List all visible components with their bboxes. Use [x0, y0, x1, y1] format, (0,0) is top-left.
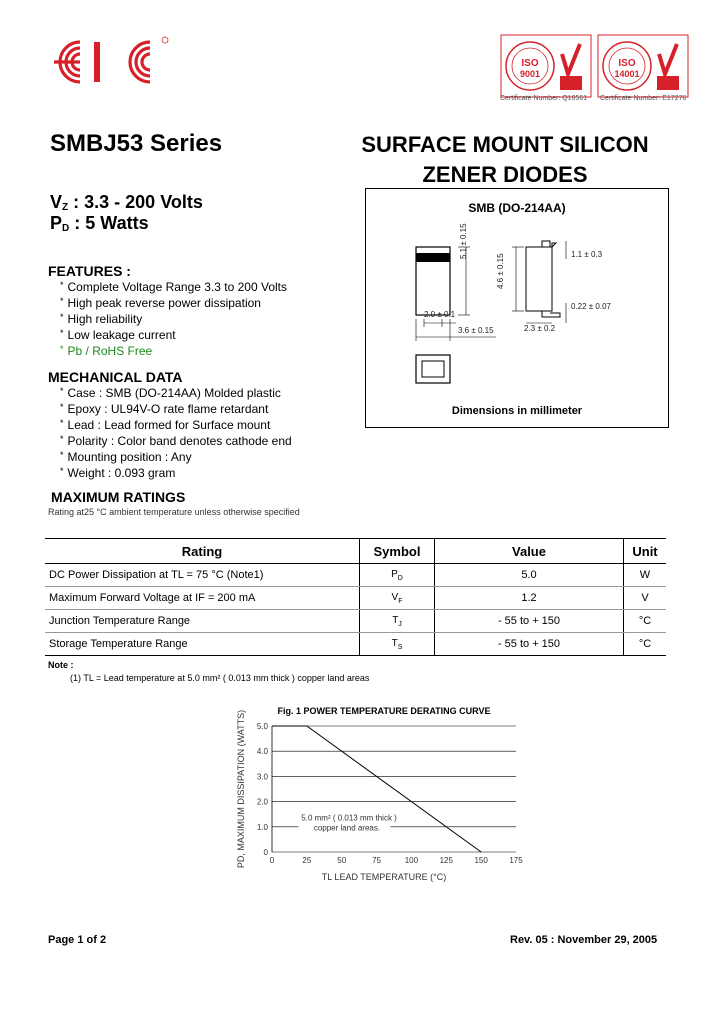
list-item: * High reliability	[60, 312, 287, 328]
list-item: * Pb / RoHS Free	[60, 344, 287, 360]
list-item: * High peak reverse power dissipation	[60, 296, 287, 312]
cert-number-2: Certificate Number: E17276	[600, 95, 687, 102]
symbol-cell: $T_J$	[360, 610, 435, 633]
package-drawing	[366, 219, 668, 399]
y-tick-label: 2.0	[256, 797, 268, 807]
list-item: * Case : SMB (DO-214AA) Molded plastic	[60, 386, 292, 402]
y-tick-label: 5.0	[256, 722, 268, 731]
unit-cell: V	[624, 587, 667, 610]
x-tick-label: 125	[439, 856, 453, 865]
svg-text:ISO: ISO	[618, 58, 636, 69]
ratings-heading: MAXIMUM RATINGS	[51, 489, 186, 505]
dim-depth: 2.3 ± 0.2	[524, 324, 556, 333]
list-item: * Epoxy : UL94V-O rate flame retardant	[60, 402, 292, 418]
y-tick-label: 4.0	[256, 747, 268, 757]
svg-text:14001: 14001	[614, 69, 640, 79]
list-item: * Lead : Lead formed for Surface mount	[60, 418, 292, 434]
y-axis-label: PD, MAXIMUM DISSIPATION (WATTS)	[236, 709, 246, 869]
table-row	[45, 633, 666, 656]
series-title: SMBJ53 Series	[50, 130, 223, 157]
eic-logo	[40, 34, 190, 90]
y-tick-label: 3.0	[256, 772, 268, 782]
value-cell: - 55 to + 150	[435, 610, 624, 633]
mechanical-heading: MECHANICAL DATA	[48, 369, 183, 385]
svg-text:ISO: ISO	[521, 58, 539, 69]
table-row	[45, 587, 666, 610]
chart-title: Fig. 1 POWER TEMPERATURE DERATING CURVE	[277, 706, 491, 716]
x-tick-label: 150	[474, 856, 488, 865]
column-header-unit: Unit	[624, 539, 667, 564]
revision-date: Rev. 05 : November 29, 2005	[510, 934, 658, 946]
title-line-2: ZENER DIODES	[422, 162, 588, 187]
symbol-cell: $P_D$	[360, 564, 435, 587]
dim-body-width: 2.0 ± 0.1	[424, 310, 456, 319]
dim-lead-height: 4.6 ± 0.15	[496, 253, 505, 289]
list-item: * Mounting position : Any	[60, 450, 292, 466]
unit-cell: W	[624, 564, 667, 587]
derating-chart	[200, 700, 540, 890]
x-tick-label: 0	[269, 856, 275, 865]
product-title	[330, 130, 680, 190]
symbol-cell: $V_F$	[360, 587, 435, 610]
value-cell: 1.2	[435, 587, 624, 610]
x-tick-label: 50	[337, 856, 347, 865]
x-tick-label: 175	[509, 856, 523, 865]
list-item: * Complete Voltage Range 3.3 to 200 Volts	[60, 280, 287, 296]
table-row	[45, 564, 666, 587]
rating-cell: DC Power Dissipation at TL = 75 °C (Note1)	[45, 564, 360, 587]
ratings-condition: Rating at25 °C ambient temperature unless otherwise specified	[48, 507, 300, 517]
symbol-cell: $T_S$	[360, 633, 435, 656]
ratings-table	[45, 538, 666, 656]
package-caption: Dimensions in millimeter	[451, 405, 583, 417]
unit-cell: °C	[624, 633, 667, 656]
table-row	[45, 610, 666, 633]
column-header-rating: Rating	[45, 539, 360, 564]
package-diagram-box	[365, 188, 669, 428]
features-heading: FEATURES :	[48, 263, 131, 279]
vz-spec: $V_Z$ : 3.3 - 200 Volts	[50, 192, 203, 213]
features-list	[60, 280, 287, 360]
chart-annotation-line-2: copper land areas.	[313, 823, 381, 833]
dim-body-height: 5.1 ± 0.15	[459, 223, 468, 259]
series-line	[272, 726, 481, 852]
x-tick-label: 100	[404, 856, 419, 865]
value-cell: 5.0	[435, 564, 624, 587]
rating-cell: Storage Temperature Range	[45, 633, 360, 656]
column-header-value: Value	[435, 539, 624, 564]
package-title: SMB (DO-214AA)	[468, 201, 566, 215]
x-axis-label: TL LEAD TEMPERATURE (°C)	[321, 872, 447, 882]
dim-lead-thickness: 0.22 ± 0.07	[571, 302, 611, 311]
cert-number-1: Certificate Number: Q10561	[500, 95, 588, 102]
title-line-1: SURFACE MOUNT SILICON	[361, 132, 649, 157]
x-tick-label: 75	[372, 856, 382, 865]
iso-9001-badge	[500, 34, 592, 98]
rating-cell: Junction Temperature Range	[45, 610, 360, 633]
mechanical-list	[60, 386, 292, 482]
list-item: * Low leakage current	[60, 328, 287, 344]
rating-cell: Maximum Forward Voltage at IF = 200 mA	[45, 587, 360, 610]
chart-annotation-line-1: 5.0 mm² ( 0.013 mm thick )	[301, 813, 397, 823]
svg-text:9001: 9001	[519, 69, 541, 79]
x-tick-label: 25	[302, 856, 312, 865]
column-header-symbol: Symbol	[360, 539, 435, 564]
note-1: (1) TL = Lead temperature at 5.0 mm² ( 0.013 mm thick ) copper land areas	[70, 673, 370, 683]
value-cell: - 55 to + 150	[435, 633, 624, 656]
dim-total-width: 3.6 ± 0.15	[458, 326, 494, 335]
list-item: * Weight : 0.093 gram	[60, 466, 292, 482]
table-header-row	[45, 539, 666, 564]
note-heading: Note :	[48, 660, 74, 670]
pd-spec: $P_D$ : 5 Watts	[50, 213, 149, 234]
y-tick-label: 1.0	[256, 822, 268, 832]
y-tick-label: 0	[263, 848, 268, 857]
iso-14001-badge	[597, 34, 689, 98]
page-number: Page 1 of 2	[48, 934, 107, 946]
dim-lead-top: 1.1 ± 0.3	[571, 250, 603, 259]
list-item: * Polarity : Color band denotes cathode end	[60, 434, 292, 450]
unit-cell: °C	[624, 610, 667, 633]
